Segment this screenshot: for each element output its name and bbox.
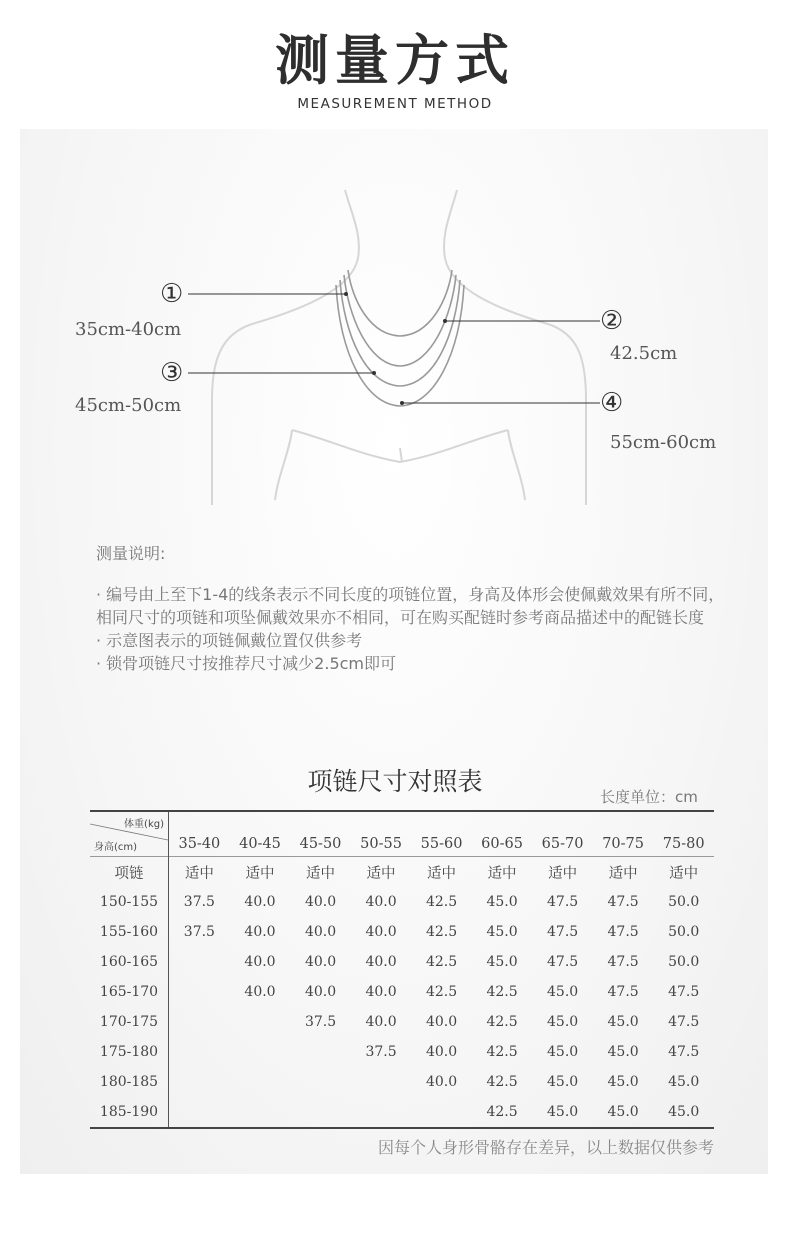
table-cell: 45.0: [547, 1074, 579, 1090]
table-cell: 45.0: [668, 1104, 700, 1120]
table-cell: 45.0: [547, 1104, 579, 1120]
table-cell: 40.0: [365, 924, 397, 940]
table-cell: 47.5: [547, 954, 579, 970]
weight-column-header: 65-70: [541, 836, 584, 852]
weight-column-header: 40-45: [239, 836, 281, 852]
table-cell: 45.0: [607, 1104, 639, 1120]
table-cell: 47.5: [547, 894, 579, 910]
fit-cell: 适中: [427, 865, 457, 882]
table-row: [90, 1067, 714, 1097]
table-cell: 37.5: [183, 924, 215, 940]
fit-cell: 适中: [548, 865, 578, 882]
note-item: · 编号由上至下1-4的线条表示不同长度的项链位置，身高及体形会使佩戴效果有所不同，相同尺寸的项链和项坠佩戴效果亦不相同，可在购买配链时参考商品描述中的配链长度: [96, 585, 725, 627]
weight-column-header: 60-65: [481, 836, 523, 852]
table-cell: 40.0: [365, 984, 397, 1000]
table-cell: 42.5: [486, 1044, 518, 1060]
table-cell: 50.0: [668, 954, 700, 970]
height-axis-label: 身高(cm): [94, 842, 138, 853]
fit-cell: 适中: [245, 865, 275, 882]
size-label-2: 42.5cm: [610, 343, 678, 364]
table-cell: 37.5: [365, 1044, 397, 1060]
corner-cell: [90, 811, 169, 857]
unit-label: 长度单位：cm: [600, 788, 698, 806]
table-cell: 47.5: [607, 954, 639, 970]
table-row: [90, 887, 714, 917]
table-row: [90, 1007, 714, 1037]
table-cell: 47.5: [607, 924, 639, 940]
table-cell: 42.5: [486, 1014, 518, 1030]
fit-cell: 适中: [487, 865, 517, 882]
table-cell: 40.0: [304, 924, 337, 940]
table-cell: [169, 977, 230, 1007]
table-cell: 47.5: [607, 984, 639, 1000]
table-cell: [230, 1067, 291, 1097]
table-cell: 40.0: [304, 954, 337, 970]
table-cell: 37.5: [304, 1014, 337, 1030]
table-cell: 42.5: [486, 984, 518, 1000]
table-cell: 40.0: [244, 894, 276, 910]
weight-column-header: 50-55: [360, 836, 402, 852]
table-cell: 45.0: [547, 1014, 579, 1030]
height-row-header: 185-190: [90, 1097, 169, 1128]
height-row-header: 155-160: [90, 917, 169, 947]
page-title: 测量方式: [275, 29, 515, 92]
note-item: · 示意图表示的项链佩戴位置仅供参考: [96, 631, 363, 650]
fit-cell: 适中: [608, 865, 638, 882]
marker-1: ①: [160, 279, 184, 309]
height-row-header: 150-155: [90, 887, 169, 917]
table-cell: 40.0: [425, 1074, 458, 1090]
table-cell: 37.5: [183, 894, 215, 910]
fit-row: [90, 857, 714, 888]
table-cell: 42.5: [425, 954, 458, 970]
table-cell: [169, 1007, 230, 1037]
fit-row-label: 项链: [90, 857, 169, 888]
weight-axis-label: 体重(kg): [124, 819, 164, 830]
table-cell: 42.5: [425, 984, 458, 1000]
table-cell: 45.0: [486, 894, 518, 910]
table-cell: [290, 1037, 351, 1067]
table-row: [90, 947, 714, 977]
table-cell: 42.5: [486, 1074, 518, 1090]
height-row-header: 175-180: [90, 1037, 169, 1067]
table-cell: 47.5: [668, 1014, 700, 1030]
size-table: [90, 810, 714, 1129]
note-item: · 锁骨项链尺寸按推荐尺寸减少2.5cm即可: [96, 654, 397, 673]
notes-heading: 测量说明:: [96, 544, 166, 563]
table-cell: 45.0: [486, 924, 518, 940]
table-cell: [290, 1097, 351, 1128]
weight-column-header: 45-50: [299, 836, 342, 852]
page-subtitle: MEASUREMENT METHOD: [297, 96, 493, 112]
table-cell: 40.0: [244, 954, 276, 970]
weight-column-header: 55-60: [420, 836, 463, 852]
fit-cell: 适中: [366, 865, 396, 882]
table-cell: [411, 1097, 472, 1128]
table-cell: [230, 1037, 291, 1067]
fit-cell: 适中: [184, 865, 214, 882]
table-cell: 45.0: [607, 1014, 639, 1030]
table-cell: 47.5: [607, 894, 639, 910]
marker-3: ③: [160, 358, 184, 388]
table-cell: 50.0: [668, 894, 700, 910]
table-cell: 40.0: [304, 984, 337, 1000]
measurement-notes: [96, 542, 736, 675]
table-cell: 45.0: [607, 1044, 639, 1060]
size-label-3: 45cm-50cm: [75, 395, 182, 416]
table-cell: 40.0: [244, 984, 276, 1000]
table-cell: [351, 1097, 412, 1128]
table-cell: [290, 1067, 351, 1097]
table-cell: [230, 1007, 291, 1037]
table-cell: [169, 1097, 230, 1128]
table-footnote: 因每个人身形骨骼存在差异，以上数据仅供参考: [377, 1138, 714, 1157]
table-cell: 40.0: [425, 1014, 458, 1030]
height-row-header: 160-165: [90, 947, 169, 977]
weight-column-header: 70-75: [602, 836, 644, 852]
table-cell: 47.5: [668, 1044, 700, 1060]
fit-cell: 适中: [306, 865, 336, 882]
table-cell: 40.0: [304, 894, 337, 910]
table-cell: 42.5: [425, 894, 458, 910]
table-cell: 47.5: [668, 984, 700, 1000]
table-cell: 45.0: [607, 1074, 639, 1090]
table-row: [90, 977, 714, 1007]
table-cell: 45.0: [547, 984, 579, 1000]
table-row: [90, 1037, 714, 1067]
table-cell: [169, 1037, 230, 1067]
table-cell: 45.0: [668, 1074, 700, 1090]
size-label-4: 55cm-60cm: [610, 432, 717, 453]
table-row: [90, 917, 714, 947]
height-row-header: 165-170: [90, 977, 169, 1007]
table-cell: 42.5: [486, 1104, 518, 1120]
table-cell: 40.0: [365, 1014, 397, 1030]
weight-column-header: 75-80: [662, 836, 705, 852]
height-row-header: 180-185: [90, 1067, 169, 1097]
table-header-row: [90, 811, 714, 857]
marker-4: ④: [600, 388, 624, 418]
size-label-1: 35cm-40cm: [75, 319, 182, 340]
fit-cell: 适中: [669, 865, 699, 882]
table-cell: [230, 1097, 291, 1128]
weight-column-header: 35-40: [178, 836, 221, 852]
marker-2: ②: [600, 306, 624, 336]
table-cell: [169, 1067, 230, 1097]
table-cell: 40.0: [244, 924, 276, 940]
table-cell: 40.0: [365, 894, 397, 910]
table-cell: 47.5: [547, 924, 579, 940]
table-title: 项链尺寸对照表: [307, 767, 483, 796]
table-cell: 45.0: [486, 954, 518, 970]
table-cell: 45.0: [547, 1044, 579, 1060]
table-cell: 42.5: [425, 924, 458, 940]
table-cell: 40.0: [365, 954, 397, 970]
table-row: [90, 1097, 714, 1128]
table-cell: 50.0: [668, 924, 700, 940]
table-cell: 40.0: [425, 1044, 458, 1060]
table-cell: [169, 947, 230, 977]
table-cell: [351, 1067, 412, 1097]
height-row-header: 170-175: [90, 1007, 169, 1037]
